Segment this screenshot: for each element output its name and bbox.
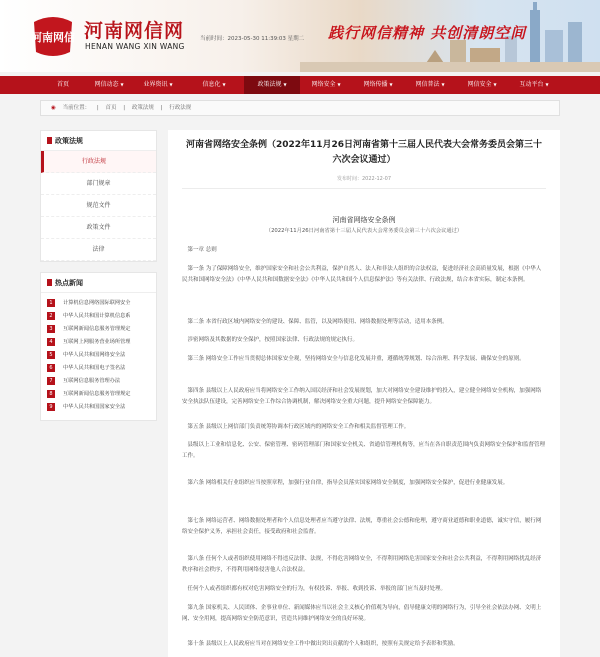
breadcrumb: ◉ 当前位置： | 首页 | 政策法规 | 行政法规	[40, 100, 560, 116]
article-paragraph: 第二条 本省行政区域内网络安全的建设、保障、监管，以及网络使用、网络数据处理等活动，适用本条例。	[187, 319, 448, 325]
chevron-down-icon: ▼	[283, 82, 287, 87]
site-subtitle: HENAN WANG XIN WANG	[85, 42, 185, 51]
hot-news-item[interactable]: 2 中华人民共和国计算机信息系	[41, 310, 156, 323]
article-paragraph: 第六条 网络相关行业组织应当按照章程，加强行业自律，指导会员落实国家网络安全制度，加强网络安全保护，促进行业健康发展。	[187, 480, 509, 486]
chevron-down-icon: ▼	[222, 82, 226, 87]
policy-category-menu	[40, 130, 157, 262]
nav-communication[interactable]: 网络传播 ▼	[363, 81, 393, 88]
nav-industry[interactable]: 业界资讯 ▼	[143, 81, 173, 88]
sidebar-item-dept-rules[interactable]: 部门规章	[41, 173, 156, 195]
divider	[182, 188, 546, 189]
nav-home[interactable]: 首页	[56, 81, 69, 88]
chevron-down-icon: ▼	[389, 82, 393, 87]
article-paragraph: 第七条 网络运营者、网络数据处理者和个人信息处理者应当遵守法律、法规，尊重社会公德和伦理，遵守商业道德和职业道德，诚实守信，履行网络安全保护义务，承担社会责任，接受政府和社会监督。	[182, 518, 542, 535]
site-header	[0, 0, 600, 72]
hot-news-item[interactable]: 9 中华人民共和国国家安全法	[41, 401, 156, 414]
document-subtitle: （2022年11月26日河南省第十三届人民代表大会常务委员会第三十六次会议通过）	[265, 228, 463, 234]
sidebar-item-admin-regulations[interactable]: 行政法规	[41, 151, 156, 173]
article-paragraph: 涉密网络及其数据的安全保护，按照国家法律、行政法规的规定执行。	[187, 337, 359, 343]
breadcrumb-regulations[interactable]: 行政法规	[169, 105, 192, 111]
hot-news-item[interactable]: 1 计算机信息网络国际联网安全	[41, 297, 156, 310]
hot-news-item[interactable]: 8 互联网新闻信息服务管理规定	[41, 388, 156, 401]
svg-text:河南网信: 河南网信	[31, 31, 75, 44]
chapter-heading: 第一章 总则	[187, 247, 217, 253]
article-paragraph: 第三条 网络安全工作应当贯彻总体国家安全观，坚持网络安全与信息化发展并重，遵循统筹规划、综合治理、科学发展、确保安全的原则。	[187, 356, 525, 362]
chevron-down-icon: ▼	[169, 82, 173, 87]
nav-informatization[interactable]: 信息化 ▼	[202, 81, 226, 88]
sidebar-item-law[interactable]: 法律	[41, 239, 156, 261]
article-content	[168, 130, 560, 657]
chevron-down-icon: ▼	[337, 82, 341, 87]
article-paragraph: 任何个人或者组织都有权对危害网络安全的行为，有权投诉、举报、收到投诉、举报的部门应当及时处理。	[187, 586, 447, 592]
article-paragraph: 第四条 县级以上人民政府应当将网络安全工作纳入国民经济和社会发展规划，加大对网络安全建设维护的投入，建立健全网络安全机构，加强网络安全执法队伍建设，完善网络安全工作综合协调机制，解决网络安全重大问题，提升网络安全保障能力。	[182, 388, 542, 405]
main-navigation	[0, 76, 600, 94]
hot-news-item[interactable]: 4 互联网上网服务营业场所管理	[41, 336, 156, 349]
nav-news[interactable]: 网信动态 ▼	[94, 81, 124, 88]
location-icon: ◉	[51, 105, 56, 111]
article-title: 河南省网络安全条例（2022年11月26日河南省第十三届人民代表大会常务委员会第三十六次会议通过）	[185, 140, 543, 165]
nav-security[interactable]: 网络安全 ▼	[311, 81, 341, 88]
article-paragraph: 县级以上工业和信息化、公安、保密管理、密码管理部门和国家安全机关、省通信管理机构等，应当在各自职责范围内负责网络安全保护和监督管理工作。	[182, 442, 546, 459]
sidebar-item-norm-docs[interactable]: 规范文件	[41, 195, 156, 217]
current-date: 当前时间：2023-05-30 11:39:03 星期二	[200, 36, 305, 42]
breadcrumb-home[interactable]: 首页	[105, 105, 117, 111]
hot-news-item[interactable]: 6 中华人民共和国电子签名法	[41, 362, 156, 375]
hot-news-title: 热点新闻	[41, 273, 156, 293]
article-paragraph: 第一条 为了保障网络安全，维护国家安全和社会公共利益，保护自然人、法人和非法人组织的合法权益，促进经济社会高质量发展，根据《中华人民共和国网络安全法》《中华人民共和国数据安全法》《中华人民共和国个人信息保护法》等有关法律、行政法规，结合本省实际，制定本条例。	[182, 266, 542, 283]
article-paragraph: 第十条 县级以上人民政府应当对在网络安全工作中做出突出贡献的个人和组织，按照有关规定给予表彰和奖励。	[187, 641, 459, 647]
publish-date: 发布时间：2022-12-07	[336, 176, 392, 182]
nav-interaction[interactable]: 互动平台 ▼	[519, 81, 549, 88]
sidebar	[40, 130, 157, 421]
logo-seal-icon[interactable]	[30, 14, 76, 58]
hot-news-item[interactable]: 3 互联网新闻信息服务管理规定	[41, 323, 156, 336]
sidebar-item-policy-docs[interactable]: 政策文件	[41, 217, 156, 239]
document-title: 河南省网络安全条例	[332, 216, 396, 224]
nav-law[interactable]: 网信普法 ▼	[415, 81, 445, 88]
nav-policy[interactable]: 政策法规 ▼	[244, 76, 300, 94]
hot-news-item[interactable]: 7 互联网信息服务管理办法	[41, 375, 156, 388]
nav-net-security[interactable]: 网信安全 ▼	[467, 81, 497, 88]
chevron-down-icon: ▼	[493, 82, 497, 87]
sidebar-title: 政策法规	[41, 131, 156, 151]
site-title[interactable]: 河南网信网	[84, 20, 185, 42]
chevron-down-icon: ▼	[441, 82, 445, 87]
article-paragraph: 第八条 任何个人或者组织使用网络不得违反法律、法规，不得危害网络安全，不得利用网络危害国家安全和社会公共利益，不得利用网络扰乱经济秩序和社会秩序，不得利用网络侵害他人合法权益。	[182, 556, 542, 573]
article-paragraph: 第五条 县级以上网信部门负责统筹协调本行政区域内的网络安全工作和相关监督管理工作。	[187, 424, 410, 430]
header-slogan: 践行网信精神 共创清朗空间	[328, 24, 527, 42]
breadcrumb-policy[interactable]: 政策法规	[131, 105, 154, 111]
hot-news-item[interactable]: 5 中华人民共和国网络安全法	[41, 349, 156, 362]
chevron-down-icon: ▼	[545, 82, 549, 87]
hot-news-box	[40, 272, 157, 421]
article-paragraph: 第九条 国家机关、人民团体、企事业单位、新闻媒体应当以社会主义核心价值观为导向，倡导健康文明的网络行为，引导全社会依法办网、文明上网、安全用网，提高网络安全防范意识，营造共同维护网络安全的良好环境。	[182, 605, 542, 622]
chevron-down-icon: ▼	[120, 82, 124, 87]
